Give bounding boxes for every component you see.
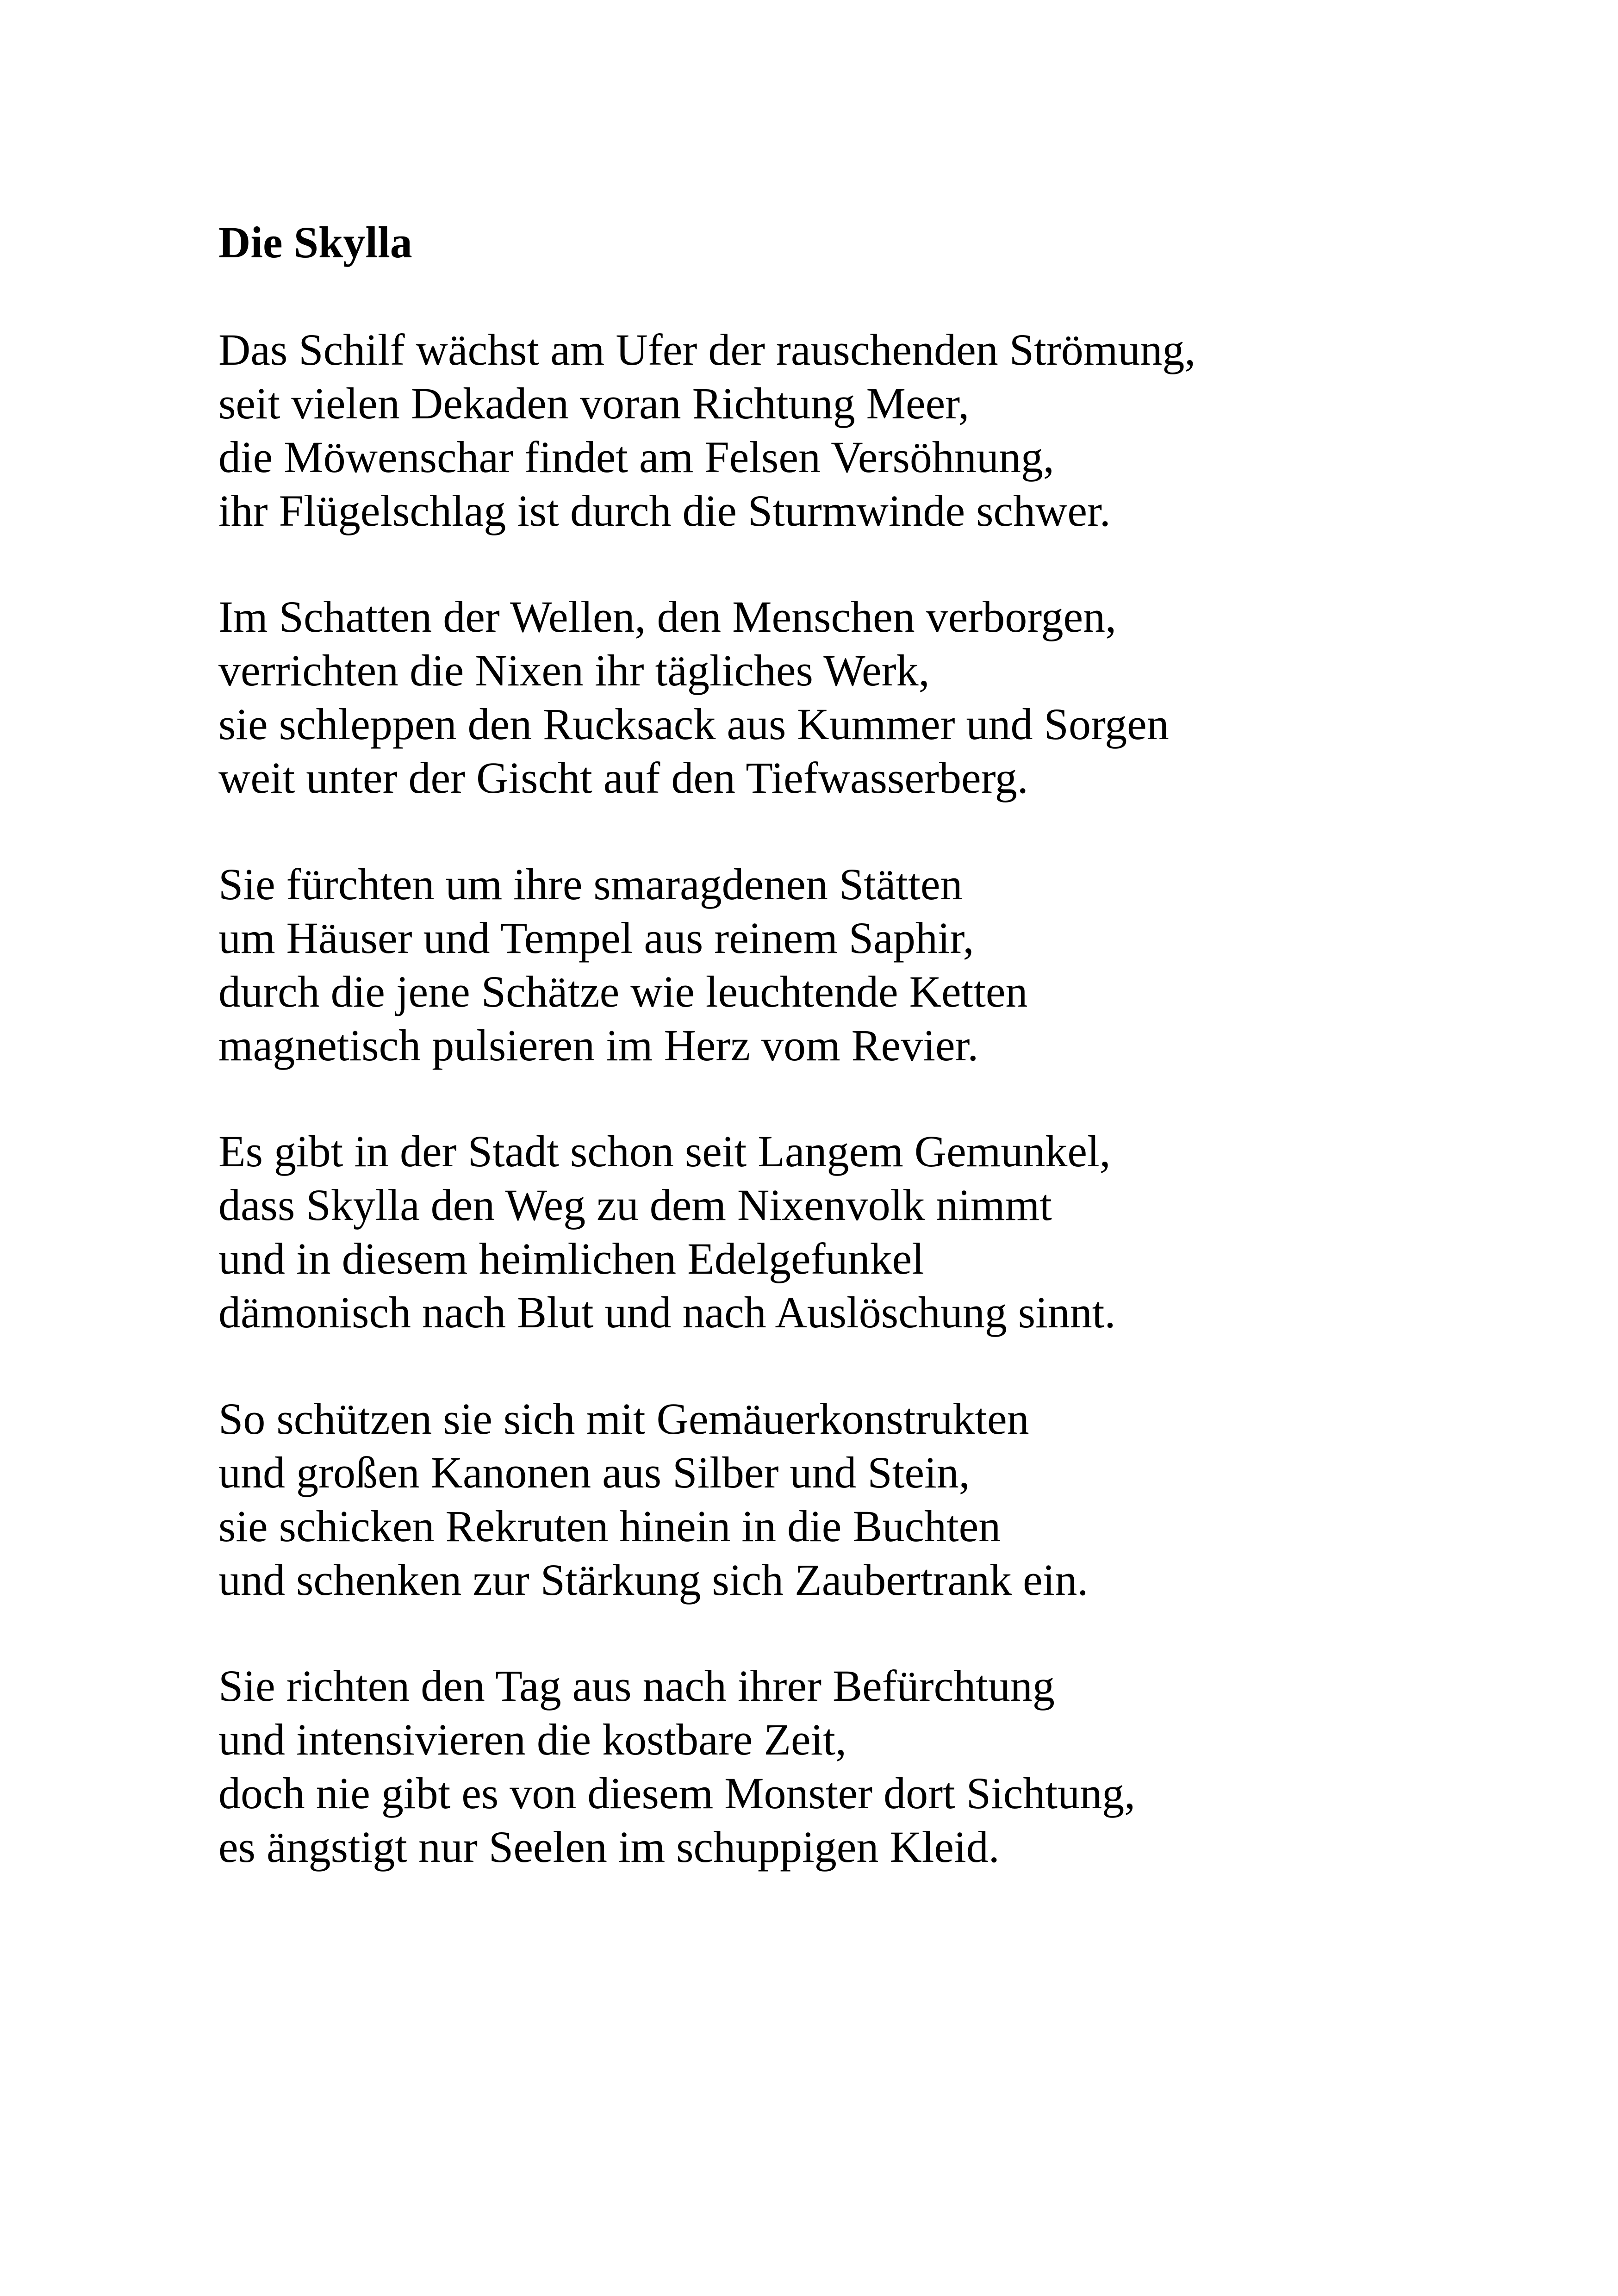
verse-line: es ängstigt nur Seelen im schuppigen Kleid. bbox=[218, 1822, 1000, 1872]
verse-line: um Häuser und Tempel aus reinem Saphir, bbox=[218, 913, 974, 963]
verse-line: weit unter der Gischt auf den Tiefwasserberg. bbox=[218, 753, 1028, 803]
verse-line: dämonisch nach Blut und nach Auslöschung sinnt. bbox=[218, 1288, 1116, 1337]
verse-line: sie schleppen den Rucksack aus Kummer und Sorgen bbox=[218, 699, 1169, 749]
verse-line: Das Schilf wächst am Ufer der rauschenden Strömung, bbox=[218, 325, 1196, 374]
poem-title: Die Skylla bbox=[218, 218, 412, 267]
verse-line: und schenken zur Stärkung sich Zaubertrank ein. bbox=[218, 1555, 1089, 1605]
verse-line: seit vielen Dekaden voran Richtung Meer, bbox=[218, 379, 970, 428]
stanza-1 bbox=[218, 323, 1195, 538]
verse-line: Sie fürchten um ihre smaragdenen Stätten bbox=[218, 859, 963, 909]
verse-line: Im Schatten der Wellen, den Menschen verborgen, bbox=[218, 592, 1117, 641]
verse-line: dass Skylla den Weg zu dem Nixenvolk nimmt bbox=[218, 1180, 1052, 1230]
stanza-6 bbox=[218, 1659, 1135, 1874]
stanza-3 bbox=[218, 858, 1028, 1072]
verse-line: sie schicken Rekruten hinein in die Buchten bbox=[218, 1501, 1001, 1551]
verse-line: ihr Flügelschlag ist durch die Sturmwinde schwer. bbox=[218, 486, 1111, 535]
verse-line: und großen Kanonen aus Silber und Stein, bbox=[218, 1448, 970, 1497]
verse-line: und intensivieren die kostbare Zeit, bbox=[218, 1715, 846, 1764]
verse-line: die Möwenschar findet am Felsen Versöhnung, bbox=[218, 432, 1054, 482]
verse-line: So schützen sie sich mit Gemäuerkonstrukten bbox=[218, 1394, 1029, 1444]
verse-line: und in diesem heimlichen Edelgefunkel bbox=[218, 1234, 924, 1283]
stanza-2 bbox=[218, 590, 1169, 805]
verse-line: Es gibt in der Stadt schon seit Langem Gemunkel, bbox=[218, 1126, 1111, 1176]
verse-line: doch nie gibt es von diesem Monster dort Sichtung, bbox=[218, 1768, 1136, 1818]
stanza-4 bbox=[218, 1125, 1115, 1339]
verse-line: verrichten die Nixen ihr tägliches Werk, bbox=[218, 646, 930, 695]
stanza-5 bbox=[218, 1392, 1088, 1607]
verse-line: magnetisch pulsieren im Herz vom Revier. bbox=[218, 1020, 979, 1070]
verse-line: Sie richten den Tag aus nach ihrer Befürchtung bbox=[218, 1661, 1055, 1711]
verse-line: durch die jene Schätze wie leuchtende Ketten bbox=[218, 967, 1028, 1016]
